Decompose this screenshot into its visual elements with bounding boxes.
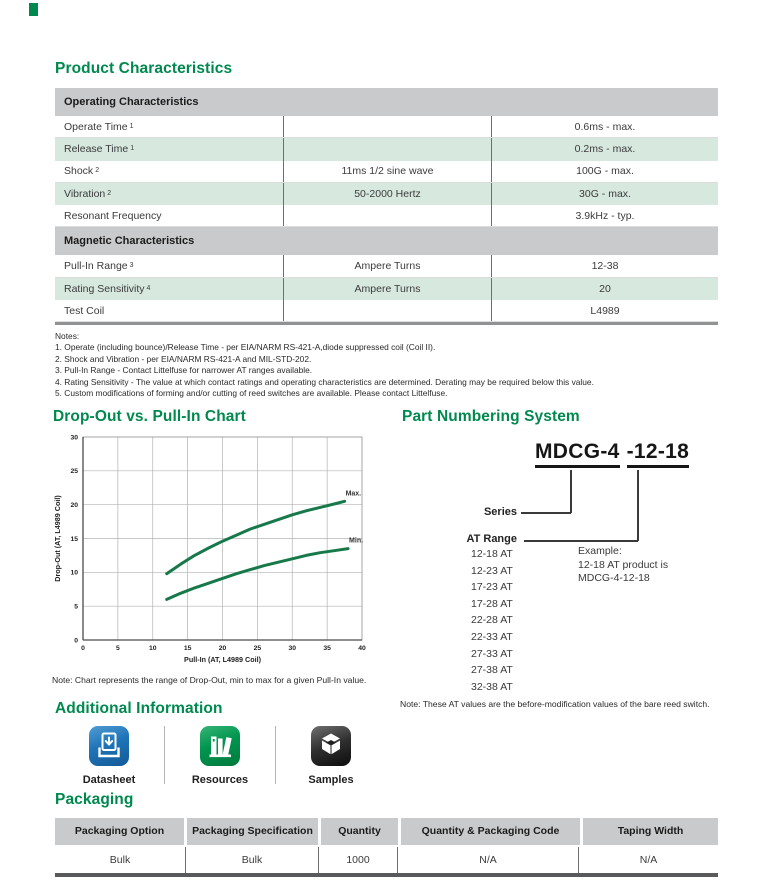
- table-section-header: Magnetic Characteristics: [55, 227, 718, 255]
- part-number-example: [535, 440, 689, 464]
- svg-text:10: 10: [70, 569, 78, 577]
- resources-label: Resources: [191, 774, 249, 786]
- note-line: 2. Shock and Vibration - per EIA/NARM RS-421-A and MIL-STD-202.: [55, 353, 312, 364]
- packaging-heading: Packaging: [55, 791, 134, 808]
- packaging-cell: N/A: [398, 847, 579, 873]
- svg-text:25: 25: [70, 468, 78, 476]
- additional-information-heading: Additional Information: [55, 700, 223, 717]
- notes-title: Notes:: [55, 331, 80, 341]
- resources-books-icon[interactable]: [200, 726, 240, 766]
- row-value: 12-38: [591, 260, 619, 273]
- packaging-cell: N/A: [639, 854, 658, 866]
- packaging-table: [55, 818, 718, 877]
- part-numbering-heading: Part Numbering System: [402, 408, 580, 425]
- row-label: Pull-In Range 3: [64, 260, 134, 273]
- samples-open-box-icon[interactable]: [311, 726, 351, 766]
- row-label: Release Time 1: [64, 143, 135, 156]
- packaging-header-cell: Quantity & Packaging Code: [401, 818, 580, 845]
- chart-heading: Drop-Out vs. Pull-In Chart: [53, 408, 246, 425]
- datasheet-label: Datasheet: [82, 774, 136, 786]
- part-number-example-text: [578, 545, 668, 586]
- table-row: [55, 138, 718, 160]
- packaging-header-cell: Packaging Specification: [187, 818, 318, 845]
- svg-text:0: 0: [74, 637, 78, 645]
- table-section-header: Operating Characteristics: [55, 88, 718, 116]
- product-characteristics-heading: Product Characteristics: [55, 60, 233, 77]
- row-condition: 11ms 1/2 sine wave: [283, 161, 492, 182]
- packaging-cell: 1000: [319, 847, 398, 873]
- row-condition: 50-2000 Hertz: [283, 183, 492, 205]
- packaging-table-header: [55, 818, 718, 845]
- note-line: 1. Operate (including bounce)/Release Time - per EIA/NARM RS-421-A,diode suppressed coil (Coil II).: [55, 342, 436, 353]
- svg-text:Drop-Out (AT, L4989 Coil): Drop-Out (AT, L4989 Coil): [53, 495, 62, 582]
- row-label: Shock 2: [64, 165, 100, 178]
- at-range-item: 17-28 AT: [471, 597, 513, 610]
- series-label: Series: [483, 506, 517, 518]
- packaging-cell: Bulk: [55, 847, 186, 873]
- row-value: L4989: [590, 304, 620, 317]
- characteristics-table: [55, 88, 718, 325]
- row-condition: Ampere Turns: [283, 278, 492, 300]
- table-row: [55, 205, 718, 227]
- row-value: 20: [599, 282, 611, 295]
- table-row: [55, 300, 718, 322]
- at-range-item: 27-38 AT: [471, 664, 513, 677]
- table-row: [55, 161, 718, 183]
- packaging-header-cell: Packaging Option: [55, 818, 184, 845]
- example-line: 12-18 AT product is: [578, 558, 669, 571]
- at-range-connector-line: [524, 540, 638, 542]
- svg-text:10: 10: [148, 645, 157, 652]
- additional-information-row: [60, 726, 380, 786]
- download-datasheet-icon[interactable]: [89, 726, 129, 766]
- at-range-item: 17-23 AT: [471, 581, 513, 594]
- at-range-item: 12-18 AT: [471, 548, 513, 560]
- svg-text:5: 5: [115, 645, 120, 652]
- svg-text:40: 40: [358, 645, 366, 652]
- row-value: 0.2ms - max.: [574, 143, 636, 156]
- samples-label: Samples: [308, 774, 354, 786]
- row-label: Resonant Frequency: [64, 209, 162, 222]
- row-condition: [283, 300, 492, 321]
- row-value: 0.6ms - max.: [574, 120, 636, 133]
- part-numbering-note: Note: These AT values are the before-modification values of the bare reed switch.: [400, 699, 710, 709]
- packaging-header-cell: Quantity: [321, 818, 398, 845]
- svg-text:20: 20: [218, 645, 227, 652]
- at-range-label: AT Range: [466, 533, 517, 545]
- svg-text:20: 20: [70, 502, 78, 510]
- example-line: Example:: [578, 545, 622, 557]
- at-range-item: 12-23 AT: [471, 564, 513, 577]
- row-condition: [283, 205, 492, 226]
- at-range-item: 22-28 AT: [471, 614, 513, 627]
- svg-text:0: 0: [81, 645, 85, 652]
- row-label: Operate Time 1: [64, 120, 134, 133]
- at-range-list: [471, 546, 513, 695]
- table-row: [55, 183, 718, 205]
- packaging-cell: Bulk: [186, 847, 319, 873]
- svg-text:5: 5: [74, 603, 78, 611]
- divider: [164, 726, 165, 784]
- at-range-connector-line: [637, 470, 639, 541]
- datasheet-card[interactable]: [60, 726, 158, 786]
- svg-text:Max.: Max.: [345, 490, 362, 498]
- series-connector-line: [570, 470, 572, 513]
- divider: [275, 726, 276, 784]
- part-number-suffix: -12-18: [627, 440, 690, 468]
- svg-text:30: 30: [288, 645, 297, 652]
- samples-card[interactable]: [282, 726, 380, 786]
- row-value: 30G - max.: [579, 188, 631, 201]
- row-label: Vibration 2: [64, 188, 112, 201]
- row-condition: [283, 138, 492, 160]
- packaging-table-row: [55, 847, 718, 877]
- svg-text:35: 35: [323, 645, 331, 652]
- table-row: [55, 116, 718, 138]
- table-row: [55, 255, 718, 277]
- note-line: 4. Rating Sensitivity - The value at which contact ratings and operating characteristics are determined. Derating may be required below this value.: [55, 376, 594, 387]
- svg-text:Pull-In (AT, L4989 Coil): Pull-In (AT, L4989 Coil): [184, 655, 261, 664]
- at-range-item: 32-38 AT: [471, 680, 513, 693]
- notes-block: [55, 331, 594, 399]
- row-value: 100G - max.: [576, 165, 634, 178]
- part-number-prefix: MDCG-4: [535, 440, 620, 468]
- example-line: MDCG-4-12-18: [578, 572, 650, 584]
- row-label: Rating Sensitivity 4: [64, 282, 151, 295]
- packaging-header-cell: Taping Width: [583, 818, 718, 845]
- note-line: 5. Custom modifications of forming and/or cutting of reed switches are available. Please contact Littelfuse.: [55, 388, 448, 399]
- chart-note: Note: Chart represents the range of Drop-Out, min to max for a given Pull-In value.: [52, 675, 367, 685]
- drop-out-pull-in-chart: [50, 429, 372, 677]
- series-connector-line: [521, 512, 571, 514]
- svg-text:15: 15: [70, 535, 78, 543]
- svg-text:Min.: Min.: [349, 537, 364, 545]
- svg-text:25: 25: [253, 645, 262, 652]
- row-label: Test Coil: [64, 304, 105, 317]
- row-condition: [283, 116, 492, 137]
- resources-card[interactable]: [171, 726, 269, 786]
- at-range-item: 22-33 AT: [471, 630, 513, 643]
- note-line: 3. Pull-In Range - Contact Littelfuse for narrower AT ranges available.: [55, 365, 313, 376]
- table-row: [55, 278, 718, 300]
- row-condition: Ampere Turns: [283, 255, 492, 276]
- row-value: 3.9kHz - typ.: [575, 209, 635, 222]
- at-range-item: 27-33 AT: [471, 647, 513, 660]
- svg-text:30: 30: [70, 434, 78, 442]
- page-corner-marker: [29, 3, 38, 16]
- svg-text:15: 15: [183, 645, 192, 652]
